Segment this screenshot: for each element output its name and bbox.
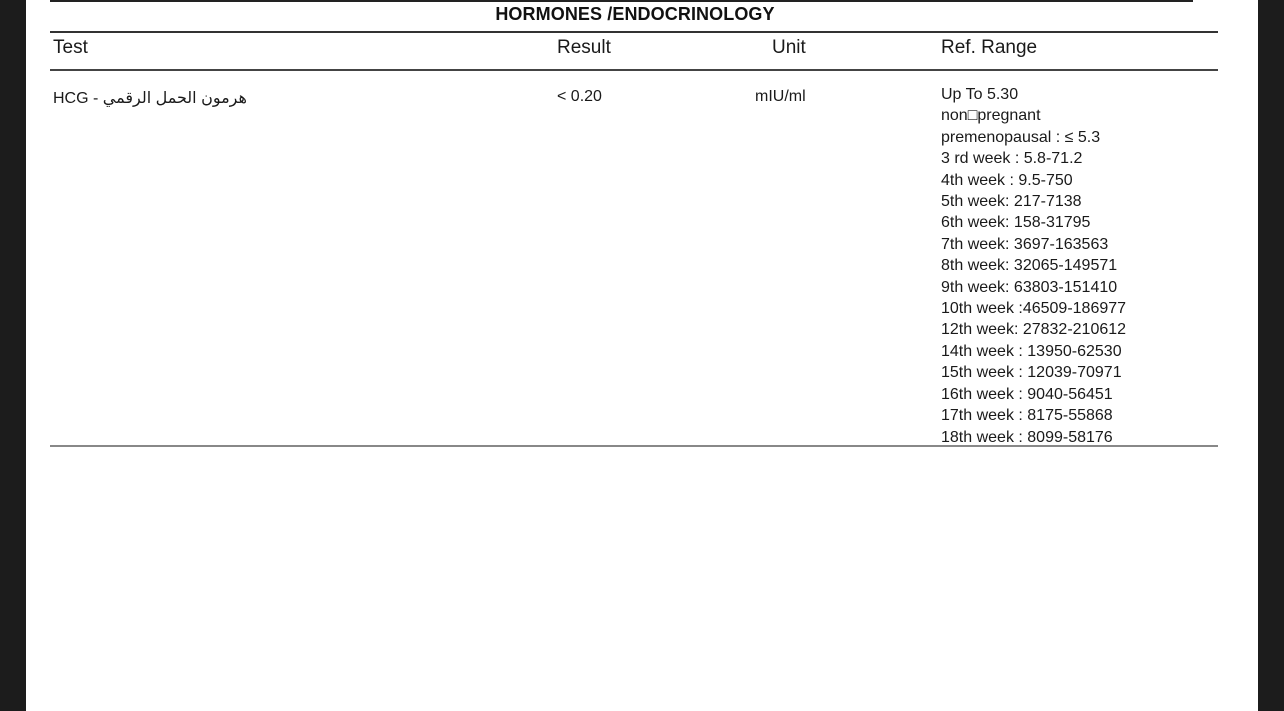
ref-range-line: 5th week: 217-7138 — [941, 193, 1082, 211]
test-unit: mIU/ml — [755, 88, 806, 105]
ref-range-line: 18th week : 8099-58176 — [941, 428, 1113, 446]
test-result: < 0.20 — [557, 88, 602, 105]
ref-range-line: 16th week : 9040-56451 — [941, 385, 1113, 403]
ref-range-line: 4th week : 9.5-750 — [941, 171, 1073, 189]
top-divider — [50, 0, 1193, 2]
ref-range-line: 12th week: 27832-210612 — [941, 321, 1127, 339]
header-bottom-divider — [50, 69, 1218, 71]
ref-range-line: 3 rd week : 5.8-71.2 — [941, 150, 1083, 168]
ref-range-line: 9th week: 63803-151410 — [941, 278, 1118, 296]
ref-range-line: non□pregnant — [941, 107, 1041, 125]
ref-range-line: 14th week : 13950-62530 — [941, 342, 1122, 360]
report-page — [26, 0, 1258, 711]
ref-range-line: 17th week : 8175-55868 — [941, 407, 1113, 425]
ref-range-line: premenopausal : ≤ 5.3 — [941, 128, 1101, 146]
section-title: HORMONES /ENDOCRINOLOGY — [495, 4, 775, 24]
test-name: HCG - هرمون الحمل الرقمي — [53, 90, 247, 107]
ref-range-line: 7th week: 3697-163563 — [941, 235, 1109, 253]
reference-range-list — [941, 84, 1126, 448]
ref-range-line: 10th week :46509-186977 — [941, 300, 1127, 318]
column-header-ref-range: Ref. Range — [941, 37, 1038, 58]
table-end-divider — [50, 445, 1218, 447]
header-top-divider — [50, 31, 1218, 33]
column-header-result: Result — [557, 37, 611, 58]
ref-range-line: 6th week: 158-31795 — [941, 214, 1091, 232]
ref-range-line: Up To 5.30 — [941, 86, 1019, 103]
column-header-test: Test — [53, 37, 88, 58]
column-header-unit: Unit — [772, 37, 806, 58]
ref-range-line: 8th week: 32065-149571 — [941, 257, 1118, 275]
ref-range-line: 15th week : 12039-70971 — [941, 364, 1122, 382]
